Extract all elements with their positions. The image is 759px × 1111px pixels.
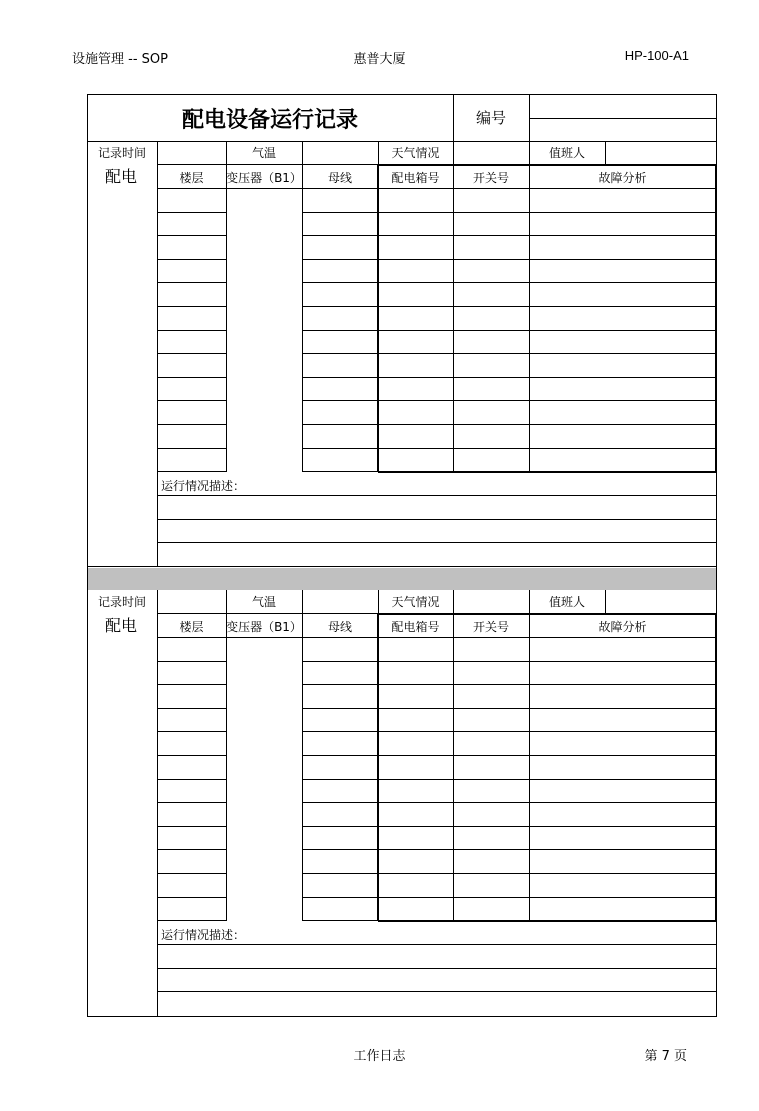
record-time-label: 记录时间: [98, 146, 147, 160]
grid-line: [87, 566, 717, 567]
grid-line: [302, 590, 303, 614]
column-header: 楼层: [179, 620, 204, 634]
grid-line: [302, 188, 379, 189]
grid-line: [302, 164, 303, 472]
grid-line: [302, 377, 379, 378]
grid-line: [378, 471, 717, 473]
grid-line: [453, 94, 454, 142]
grid-line: [157, 353, 227, 354]
grid-line: [157, 708, 227, 709]
grid-line: [302, 306, 379, 307]
grid-line: [378, 282, 717, 283]
grid-line: [378, 731, 717, 732]
grid-line: [302, 826, 379, 827]
header-center-text: 惠普大厦: [353, 52, 406, 67]
grid-line: [157, 920, 227, 921]
temperature-label: 气温: [251, 595, 276, 609]
grid-line: [87, 1016, 717, 1017]
grid-line: [529, 613, 530, 921]
header-left-text: 设施管理 -- SOP: [72, 52, 168, 67]
grid-line: [453, 141, 454, 165]
column-header: 开关号: [472, 171, 509, 185]
grid-line: [157, 282, 227, 283]
grid-line: [453, 613, 454, 921]
grid-line: [157, 164, 158, 567]
on-duty-label: 值班人: [548, 595, 585, 609]
grid-line: [157, 471, 227, 472]
grid-line: [157, 731, 227, 732]
form-number-label: 编号: [475, 109, 506, 127]
weather-label: 天气情况: [391, 146, 440, 160]
grid-line: [157, 542, 717, 543]
grid-line: [157, 779, 227, 780]
category-label: 配电: [105, 167, 138, 186]
grid-line: [157, 661, 227, 662]
column-header: 开关号: [472, 620, 509, 634]
grid-line: [378, 164, 717, 166]
column-header: 故障分析: [598, 620, 647, 634]
grid-line: [378, 353, 717, 354]
grid-line: [378, 424, 717, 425]
column-header: 故障分析: [598, 171, 647, 185]
grid-line: [157, 141, 158, 165]
grid-line: [302, 802, 379, 803]
grid-line: [87, 94, 717, 95]
footer-center-text: 工作日志: [353, 1049, 406, 1064]
grid-line: [157, 306, 227, 307]
temperature-label: 气温: [251, 146, 276, 160]
grid-line: [157, 259, 227, 260]
on-duty-label: 值班人: [548, 146, 585, 160]
grid-line: [302, 259, 379, 260]
grid-line: [157, 755, 227, 756]
grid-line: [157, 519, 717, 520]
grid-line: [302, 731, 379, 732]
record-time-label: 记录时间: [98, 595, 147, 609]
weather-label: 天气情况: [391, 595, 440, 609]
grid-line: [302, 661, 379, 662]
grid-line: [453, 590, 454, 614]
grid-line: [302, 755, 379, 756]
grid-line: [378, 259, 717, 260]
column-header: 楼层: [179, 171, 204, 185]
grid-line: [302, 235, 379, 236]
grid-line: [378, 400, 717, 401]
grid-line: [377, 613, 379, 921]
grid-line: [87, 141, 717, 142]
grid-line: [157, 944, 717, 945]
grid-line: [605, 141, 606, 165]
column-header: 母线: [327, 171, 352, 185]
grid-line: [157, 613, 158, 1016]
grid-line: [157, 897, 227, 898]
grid-line: [302, 353, 379, 354]
grid-line: [226, 637, 303, 638]
section-separator-band: [87, 568, 717, 590]
grid-line: [378, 235, 717, 236]
grid-line: [378, 448, 717, 449]
grid-line: [302, 471, 379, 472]
grid-line: [378, 826, 717, 827]
grid-line: [157, 188, 227, 189]
grid-line: [378, 920, 717, 922]
grid-line: [302, 448, 379, 449]
grid-line: [302, 212, 379, 213]
description-label: 运行情况描述：: [161, 928, 246, 942]
grid-line: [302, 330, 379, 331]
column-header: 母线: [327, 620, 352, 634]
grid-line: [378, 212, 717, 213]
grid-line: [157, 590, 158, 614]
grid-line: [378, 873, 717, 874]
grid-line: [302, 873, 379, 874]
grid-line: [157, 637, 227, 638]
grid-line: [157, 873, 227, 874]
grid-line: [377, 164, 379, 472]
grid-line: [302, 424, 379, 425]
grid-line: [378, 779, 717, 780]
grid-line: [715, 164, 717, 472]
grid-line: [157, 330, 227, 331]
grid-line: [302, 637, 379, 638]
grid-line: [302, 282, 379, 283]
grid-line: [378, 330, 717, 331]
grid-line: [453, 164, 454, 472]
grid-line: [226, 164, 227, 472]
grid-line: [157, 448, 227, 449]
grid-line: [378, 708, 717, 709]
record-form-sheet: [87, 94, 717, 1017]
column-header: 配电箱号: [391, 171, 440, 185]
grid-line: [302, 613, 303, 921]
grid-line: [157, 826, 227, 827]
grid-line: [157, 377, 227, 378]
grid-line: [378, 637, 717, 638]
grid-line: [226, 613, 227, 921]
grid-line: [378, 661, 717, 662]
grid-line: [157, 400, 227, 401]
grid-line: [378, 306, 717, 307]
grid-line: [157, 212, 227, 213]
column-header: 配电箱号: [391, 620, 440, 634]
grid-line: [378, 188, 717, 189]
grid-line: [157, 849, 227, 850]
grid-line: [157, 991, 717, 992]
grid-line: [226, 188, 303, 189]
grid-line: [157, 802, 227, 803]
grid-line: [157, 235, 227, 236]
grid-line: [157, 684, 227, 685]
column-header: 变压器（B1）: [226, 620, 302, 634]
grid-line: [715, 613, 717, 921]
grid-line: [302, 400, 379, 401]
grid-line: [378, 849, 717, 850]
grid-line: [378, 684, 717, 685]
grid-line: [302, 849, 379, 850]
category-label: 配电: [105, 616, 138, 635]
grid-line: [302, 779, 379, 780]
grid-line: [157, 495, 717, 496]
header-right-text: HP-100-A1: [624, 48, 689, 63]
grid-line: [157, 968, 717, 969]
grid-line: [302, 684, 379, 685]
grid-line: [378, 755, 717, 756]
grid-line: [378, 897, 717, 898]
grid-line: [302, 920, 379, 921]
grid-line: [529, 118, 717, 119]
grid-line: [378, 613, 717, 615]
grid-line: [302, 141, 303, 165]
grid-line: [157, 424, 227, 425]
grid-line: [87, 94, 88, 1017]
grid-line: [302, 708, 379, 709]
grid-line: [378, 802, 717, 803]
grid-line: [378, 377, 717, 378]
form-title: 配电设备运行记录: [181, 107, 358, 133]
column-header: 变压器（B1）: [226, 171, 302, 185]
grid-line: [529, 164, 530, 472]
footer-page-number: 第 7 页: [644, 1049, 687, 1064]
grid-line: [605, 590, 606, 614]
description-label: 运行情况描述：: [161, 479, 246, 493]
grid-line: [302, 897, 379, 898]
